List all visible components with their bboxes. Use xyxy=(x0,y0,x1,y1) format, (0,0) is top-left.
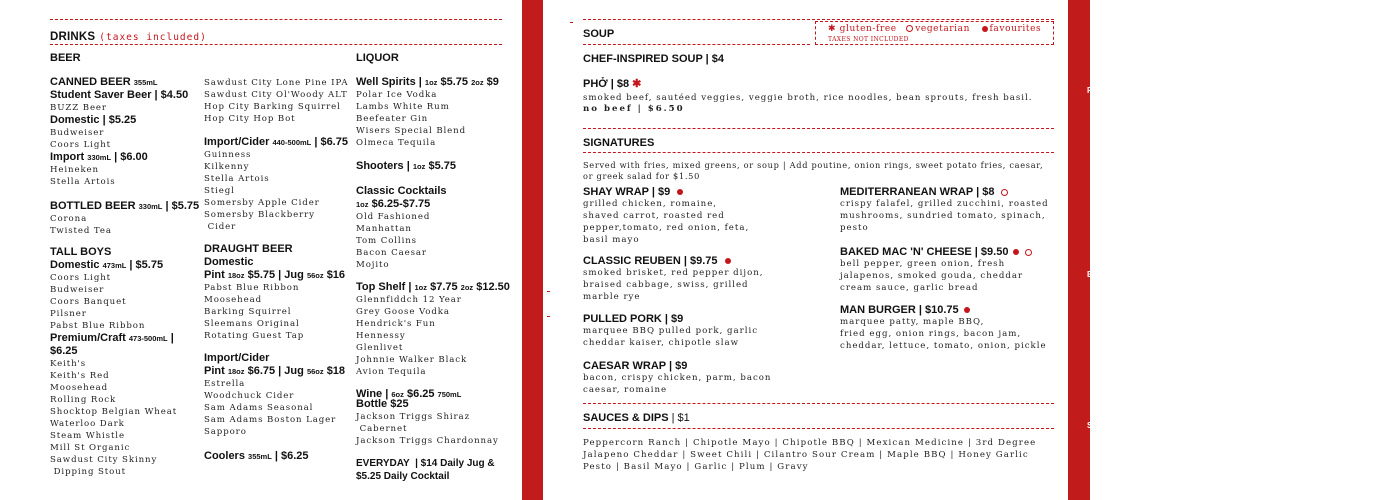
top-divider xyxy=(50,19,502,20)
favourite-icon xyxy=(725,258,731,264)
list-item: Steam Whistle xyxy=(50,431,125,441)
vegetarian-icon xyxy=(1001,189,1008,196)
draught-import: Import/Cider xyxy=(204,352,270,364)
list-item: Sapporo xyxy=(204,427,247,437)
pho-desc: smoked beef, sautéed veggies, veggie broth, rice noodles, bean sprouts, fresh basil. xyxy=(583,93,1033,103)
list-item: Hennessy xyxy=(356,331,406,341)
beer-heading: BEER xyxy=(50,52,81,64)
list-item: Sawdust City Skinny xyxy=(50,455,158,465)
list-item: Somersby Apple Cider xyxy=(204,198,320,208)
list-item: Rolling Rock xyxy=(50,395,117,405)
list-item: Old Fashioned xyxy=(356,212,431,222)
sauces-divider xyxy=(583,428,1054,429)
list-item: Cabernet xyxy=(356,424,408,434)
edge-mark: F xyxy=(1087,86,1092,95)
list-item: Stella Artois xyxy=(50,177,116,187)
signatures-divider-top xyxy=(583,128,1054,129)
edge-mark: E xyxy=(1087,270,1093,279)
tall-boys-title: TALL BOYS xyxy=(50,246,112,258)
list-item: Kilkenny xyxy=(204,162,250,172)
list-item: Sam Adams Seasonal xyxy=(204,403,314,413)
list-item: Manhattan xyxy=(356,224,412,234)
vegetarian-icon xyxy=(906,25,913,32)
list-item: Glenlivet xyxy=(356,343,404,353)
signatures-divider xyxy=(583,152,1054,153)
list-item: Cider xyxy=(204,222,237,232)
list-item: Guinness xyxy=(204,150,252,160)
list-item: Waterloo Dark xyxy=(50,419,125,429)
everyday-special-2: $5.25 Daily Cocktail xyxy=(356,471,450,482)
draught-pint-price: Pint 18oz $5.75 | Jug 56oz $16 xyxy=(204,269,346,281)
favourite-icon xyxy=(1013,249,1019,255)
canned-beer-title: CANNED BEER 355mL xyxy=(50,76,158,88)
everyday-special: EVERYDAY | $14 Daily Jug & xyxy=(356,458,495,469)
list-item: Stella Artois xyxy=(204,174,270,184)
list-item: Estrella xyxy=(204,379,246,389)
craft-column xyxy=(204,77,354,463)
list-item: Mojito xyxy=(356,260,390,270)
taxes-note: TAXES NOT INCLUDED xyxy=(828,36,909,43)
list-item: Pabst Blue Ribbon xyxy=(50,321,146,331)
liquor-heading: LIQUOR xyxy=(356,52,399,64)
premium-title: Premium/Craft 473-500mL | $6.25 xyxy=(50,332,174,357)
sauces-title: SAUCES & DIPS | $1 xyxy=(583,412,690,424)
wine-title: Wine | 6oz $6.25 750mL xyxy=(356,388,462,400)
signature-item: CLASSIC REUBEN | $9.75 smoked brisket, red pepper dijon, braised cabbage, swiss, grilled marble rye xyxy=(583,255,764,302)
dietary-legend: ✱ gluten-free vegetarian favourites TAXES NOT INCLUDED xyxy=(815,21,1054,45)
tall-domestic-title: Domestic 473mL | $5.75 xyxy=(50,259,164,271)
list-item: Hop City Barking Squirrel xyxy=(204,102,341,112)
list-item: Sam Adams Boston Lager xyxy=(204,415,337,425)
list-item: Sleemans Original xyxy=(204,319,300,329)
list-item: Wisers Special Blend xyxy=(356,126,467,136)
list-item: Mill St Organic xyxy=(50,443,131,453)
list-item: Budweiser xyxy=(50,285,105,295)
list-item: Coors Light xyxy=(50,140,112,150)
top-divider xyxy=(583,19,1054,20)
list-item: Somersby Blackberry xyxy=(204,210,315,220)
pho-title: PHỞ | $8 ✱ xyxy=(583,78,642,90)
well-spirits-title: Well Spirits | 1oz $5.75 2oz $9 xyxy=(356,76,499,88)
list-item: Budweiser xyxy=(50,128,105,138)
list-item: Heineken xyxy=(50,165,99,175)
list-item: Stiegl xyxy=(204,186,235,196)
list-item: Dipping Stout xyxy=(50,467,126,477)
favourite-icon xyxy=(677,189,683,195)
list-item: Beefeater Gin xyxy=(356,114,429,124)
edge-tick xyxy=(547,316,550,317)
list-item: Woodchuck Cider xyxy=(204,391,295,401)
favourite-icon xyxy=(964,307,970,313)
cocktails-price: 1oz $6.25-$7.75 xyxy=(356,198,431,210)
list-item: Sawdust City Ol'Woody ALT xyxy=(204,90,348,100)
list-item: Keith's Red xyxy=(50,371,110,381)
favourite-icon xyxy=(982,26,988,32)
shooters-title: Shooters | 1oz $5.75 xyxy=(356,160,456,172)
draught-import-price: Pint 18oz $6.75 | Jug 56oz $18 xyxy=(204,365,346,377)
signature-item: PULLED PORK | $9 marquee BBQ pulled pork, garlic cheddar kaiser, chipotle slaw xyxy=(583,313,759,348)
signatures-served: Served with fries, mixed greens, or soup | Add poutine, onion rings, sweet potato fries, caesar, or greek salad for $1.50 xyxy=(583,160,1044,181)
list-item: Tom Collins xyxy=(356,236,417,246)
list-item: Moosehead xyxy=(204,295,262,305)
top-shelf-title: Top Shelf | 1oz $7.75 2oz $12.50 xyxy=(356,281,510,293)
gluten-free-icon: ✱ xyxy=(632,78,642,90)
list-item: Pabst Blue Ribbon xyxy=(204,283,300,293)
signature-item: SHAY WRAP | $9 grilled chicken, romaine, shaved carrot, roasted red pepper,tomato, red onion, feta, basil mayo xyxy=(583,186,750,245)
list-item: Lambs White Rum xyxy=(356,102,450,112)
list-item: Twisted Tea xyxy=(50,226,112,236)
bottled-title: BOTTLED BEER 330mL | $5.75 xyxy=(50,200,200,212)
list-item: Jackson Triggs Chardonnay xyxy=(356,436,499,446)
pho-no-beef: no beef | $6.50 xyxy=(583,104,685,114)
sauces-list: Peppercorn Ranch | Chipotle Mayo | Chipotle BBQ | Mexican Medicine | 3rd Degree Jalapeno Cheddar | Sweet Chili | Cilantro Sour Cream | Maple BBQ | Honey Garlic Pesto | Basil Mayo | Garlic | Plum | Gravy xyxy=(583,438,1037,472)
list-item: Olmeca Tequila xyxy=(356,138,437,148)
list-item: Moosehead xyxy=(50,383,108,393)
list-item: Corona xyxy=(50,214,88,224)
list-item: Barking Squirrel xyxy=(204,307,292,317)
beer-column xyxy=(50,52,200,478)
chef-soup: CHEF-INSPIRED SOUP | $4 xyxy=(583,53,725,65)
student-saver: Student Saver Beer | $4.50 xyxy=(50,89,189,101)
list-item: Rotating Guest Tap xyxy=(204,331,305,341)
soup-heading: SOUP xyxy=(583,28,615,40)
red-divider-bar xyxy=(522,0,543,500)
sauces-divider-top xyxy=(583,403,1054,404)
draught-title: DRAUGHT BEER xyxy=(204,243,293,255)
domestic-title: Domestic | $5.25 xyxy=(50,114,137,126)
liquor-column xyxy=(356,52,516,483)
import-title: Import 330mL | $6.00 xyxy=(50,151,148,163)
list-item: Avion Tequila xyxy=(356,367,427,377)
list-item: Coors Light xyxy=(50,273,112,283)
import-cider-title: Import/Cider 440-500mL | $6.75 xyxy=(204,136,348,148)
signature-item: BAKED MAC 'N' CHEESE | $9.50 bell pepper, green onion, fresh jalapenos, smoked gouda, cheddar cream sauce, garlic bread xyxy=(840,246,1065,294)
list-item: Hop City Hop Bot xyxy=(204,114,296,124)
cocktails-title: Classic Cocktails xyxy=(356,185,447,197)
edge-tick xyxy=(570,22,573,24)
list-item: Jackson Triggs Shiraz xyxy=(356,412,471,422)
title-divider xyxy=(50,44,502,45)
signature-item: MAN BURGER | $10.75 marquee patty, maple BBQ, fried egg, onion rings, bacon jam, cheddar, lettuce, tomato, onion, pickle xyxy=(840,304,1047,351)
signature-item: CAESAR WRAP | $9 bacon, crispy chicken, parm, bacon caesar, romaine xyxy=(583,360,772,395)
edge-mark: S xyxy=(1087,421,1093,430)
coolers-title: Coolers 355mL | $6.25 xyxy=(204,450,309,462)
signature-item: MEDITERRANEAN WRAP | $8 crispy falafel, grilled zucchini, roasted mushrooms, sundried tomato, spinach, pesto xyxy=(840,186,1049,233)
list-item: Pilsner xyxy=(50,309,87,319)
list-item: Keith's xyxy=(50,359,87,369)
list-item: Bacon Caesar xyxy=(356,248,427,258)
gluten-free-icon: ✱ xyxy=(828,24,837,34)
list-item: Polar Ice Vodka xyxy=(356,90,438,100)
edge-tick xyxy=(547,291,550,292)
list-item: Shocktop Belgian Wheat xyxy=(50,407,178,417)
list-item: Glennfiddch 12 Year xyxy=(356,295,462,305)
list-item: Grey Goose Vodka xyxy=(356,307,450,317)
list-item: BUZZ Beer xyxy=(50,103,107,113)
soup-divider xyxy=(583,44,810,45)
list-item: Hendrick's Fun xyxy=(356,319,436,329)
draught-domestic: Domestic xyxy=(204,256,254,268)
list-item: Coors Banquet xyxy=(50,297,127,307)
wine-bottle: Bottle $25 xyxy=(356,398,409,410)
signatures-heading: SIGNATURES xyxy=(583,137,655,149)
list-item: Sawdust City Lone Pine IPA xyxy=(204,78,349,88)
drinks-title: DRINKS (taxes included) xyxy=(50,31,207,43)
list-item: Johnnie Walker Black xyxy=(356,355,468,365)
vegetarian-icon xyxy=(1025,249,1032,256)
